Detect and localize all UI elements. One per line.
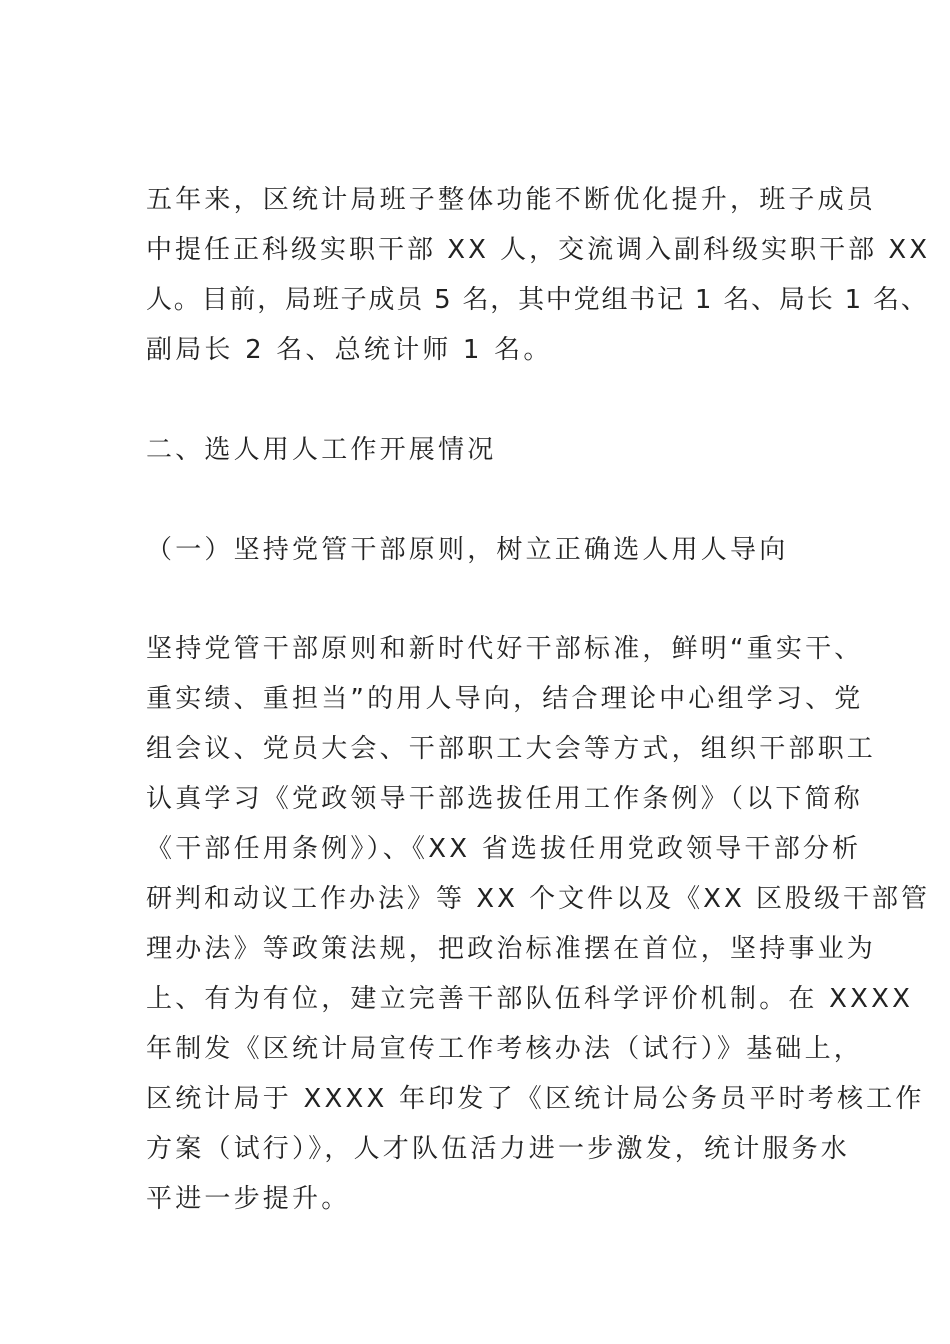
paragraph-line: 年制发《区统计局宣传工作考核办法（试行）》基础上， bbox=[146, 1034, 864, 1064]
paragraph-line: 方案（试行）》，人才队伍活力进一步激发，统计服务水 bbox=[146, 1134, 851, 1164]
paragraph-line: 上、有为有位，建立完善干部队伍科学评价机制。在 XXXX bbox=[146, 984, 914, 1014]
paragraph-line: 《干部任用条例》）、《XX 省选拔任用党政领导干部分析 bbox=[146, 834, 862, 864]
paragraph-line: 组会议、党员大会、干部职工大会等方式，组织干部职工 bbox=[146, 734, 877, 764]
paragraph-line: 平进一步提升。 bbox=[146, 1184, 351, 1214]
subsection-heading: （一）坚持党管干部原则，树立正确选人用人导向 bbox=[146, 535, 789, 565]
paragraph-line: 区统计局于 XXXX 年印发了《区统计局公务员平时考核工作 bbox=[146, 1084, 925, 1114]
paragraph-line: 重实绩、重担当”的用人导向，结合理论中心组学习、党 bbox=[146, 684, 864, 714]
paragraph-line: 五年来，区统计局班子整体功能不断优化提升，班子成员 bbox=[146, 185, 877, 215]
paragraph-line: 人。目前，局班子成员 5 名，其中党组书记 1 名、局长 1 名、 bbox=[146, 285, 929, 315]
paragraph-line: 理办法》等政策法规，把政治标准摆在首位，坚持事业为 bbox=[146, 934, 877, 964]
paragraph-line: 坚持党管干部原则和新时代好干部标准，鲜明“重实干、 bbox=[146, 634, 864, 664]
section-heading: 二、选人用人工作开展情况 bbox=[146, 435, 497, 465]
paragraph-line: 认真学习《党政领导干部选拔任用工作条例》（以下简称 bbox=[146, 784, 864, 814]
paragraph-line: 研判和动议工作办法》等 XX 个文件以及《XX 区股级干部管 bbox=[146, 884, 931, 914]
paragraph-line: 副局长 2 名、总统计师 1 名。 bbox=[146, 335, 553, 365]
paragraph-line: 中提任正科级实职干部 XX 人，交流调入副科级实职干部 XX bbox=[146, 235, 931, 265]
